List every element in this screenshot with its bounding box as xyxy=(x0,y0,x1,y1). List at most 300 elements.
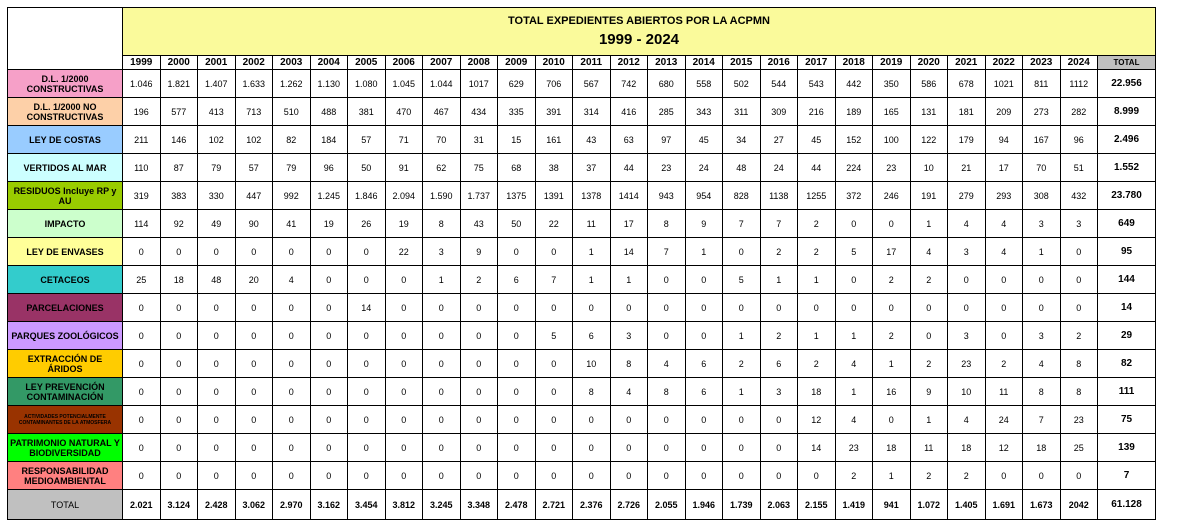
row-total: 8.999 xyxy=(1098,98,1156,126)
cell-value: 0 xyxy=(423,462,461,490)
cell-value: 14 xyxy=(610,238,648,266)
year-header-2003: 2003 xyxy=(273,56,311,70)
row-total: 1.552 xyxy=(1098,154,1156,182)
cell-value: 167 xyxy=(1023,126,1061,154)
cell-value: 0 xyxy=(723,462,761,490)
cell-value: 4 xyxy=(1023,350,1061,378)
cell-value: 14 xyxy=(348,294,386,322)
cell-value: 2 xyxy=(1060,322,1098,350)
cell-value: 0 xyxy=(910,322,948,350)
cell-value: 224 xyxy=(835,154,873,182)
year-total-value: 2.055 xyxy=(648,490,686,520)
cell-value: 0 xyxy=(648,406,686,434)
cell-value: 0 xyxy=(535,294,573,322)
cell-value: 181 xyxy=(948,98,986,126)
cell-value: 8 xyxy=(1060,350,1098,378)
row-label: LEY DE COSTAS xyxy=(8,126,123,154)
cell-value: 0 xyxy=(573,462,611,490)
cell-value: 4 xyxy=(835,406,873,434)
cell-value: 0 xyxy=(573,294,611,322)
expedientes-table xyxy=(7,7,1156,520)
cell-value: 18 xyxy=(160,266,198,294)
cell-value: 4 xyxy=(835,350,873,378)
cell-value: 447 xyxy=(235,182,273,210)
cell-value: 0 xyxy=(1023,266,1061,294)
cell-value: 350 xyxy=(873,70,911,98)
cell-value: 4 xyxy=(985,210,1023,238)
year-header-2024: 2024 xyxy=(1060,56,1098,70)
year-total-value: 3.245 xyxy=(423,490,461,520)
cell-value: 2 xyxy=(873,266,911,294)
cell-value: 26 xyxy=(348,210,386,238)
year-header-2019: 2019 xyxy=(873,56,911,70)
cell-value: 9 xyxy=(910,378,948,406)
row-label: RESIDUOS Incluye RP y AU xyxy=(8,182,123,210)
cell-value: 442 xyxy=(835,70,873,98)
cell-value: 0 xyxy=(460,294,498,322)
year-header-2007: 2007 xyxy=(423,56,461,70)
table-row xyxy=(8,434,1156,462)
cell-value: 4 xyxy=(610,378,648,406)
cell-value: 50 xyxy=(348,154,386,182)
cell-value: 0 xyxy=(385,350,423,378)
row-label: ACTIVIDADES POTENCIALMENTE CONTAMINANTES DE LA ATMOSFERA xyxy=(8,406,123,434)
row-label: RESPONSABILIDAD MEDIOAMBIENTAL xyxy=(8,462,123,490)
cell-value: 1 xyxy=(798,322,836,350)
cell-value: 20 xyxy=(235,266,273,294)
cell-value: 0 xyxy=(535,406,573,434)
cell-value: 110 xyxy=(123,154,161,182)
cell-value: 2 xyxy=(798,350,836,378)
year-total-value: 3.454 xyxy=(348,490,386,520)
cell-value: 2 xyxy=(910,462,948,490)
cell-value: 8 xyxy=(1060,378,1098,406)
row-total: 22.956 xyxy=(1098,70,1156,98)
row-label: PATRIMONIO NATURAL Y BIODIVERSIDAD xyxy=(8,434,123,462)
year-total-value: 2.376 xyxy=(573,490,611,520)
year-header-2009: 2009 xyxy=(498,56,536,70)
cell-value: 17 xyxy=(610,210,648,238)
cell-value: 18 xyxy=(948,434,986,462)
cell-value: 70 xyxy=(1023,154,1061,182)
cell-value: 0 xyxy=(985,266,1023,294)
cell-value: 0 xyxy=(273,406,311,434)
year-header-2018: 2018 xyxy=(835,56,873,70)
cell-value: 3 xyxy=(423,238,461,266)
cell-value: 4 xyxy=(948,210,986,238)
year-total-value: 3.124 xyxy=(160,490,198,520)
cell-value: 0 xyxy=(685,322,723,350)
cell-value: 0 xyxy=(235,350,273,378)
cell-value: 943 xyxy=(648,182,686,210)
cell-value: 0 xyxy=(910,294,948,322)
cell-value: 79 xyxy=(273,154,311,182)
year-total-value: 3.062 xyxy=(235,490,273,520)
cell-value: 11 xyxy=(910,434,948,462)
cell-value: 0 xyxy=(423,434,461,462)
cell-value: 0 xyxy=(123,350,161,378)
cell-value: 0 xyxy=(535,378,573,406)
cell-value: 161 xyxy=(535,126,573,154)
row-total: 649 xyxy=(1098,210,1156,238)
year-total-value: 2.155 xyxy=(798,490,836,520)
year-total-value: 1.405 xyxy=(948,490,986,520)
cell-value: 309 xyxy=(760,98,798,126)
cell-value: 10 xyxy=(573,350,611,378)
cell-value: 4 xyxy=(985,238,1023,266)
cell-value: 44 xyxy=(798,154,836,182)
cell-value: 100 xyxy=(873,126,911,154)
cell-value: 91 xyxy=(385,154,423,182)
cell-value: 0 xyxy=(610,406,648,434)
cell-value: 0 xyxy=(123,322,161,350)
cell-value: 0 xyxy=(198,462,236,490)
cell-value: 87 xyxy=(160,154,198,182)
year-header-2001: 2001 xyxy=(198,56,236,70)
cell-value: 57 xyxy=(348,126,386,154)
year-header-row xyxy=(8,56,1156,70)
year-total-value: 2.021 xyxy=(123,490,161,520)
cell-value: 706 xyxy=(535,70,573,98)
cell-value: 1 xyxy=(835,322,873,350)
year-header-1999: 1999 xyxy=(123,56,161,70)
cell-value: 18 xyxy=(1023,434,1061,462)
table-row xyxy=(8,70,1156,98)
cell-value: 90 xyxy=(235,210,273,238)
cell-value: 1.590 xyxy=(423,182,461,210)
row-label: EXTRACCIÓN DE ÁRIDOS xyxy=(8,350,123,378)
cell-value: 1021 xyxy=(985,70,1023,98)
cell-value: 62 xyxy=(423,154,461,182)
cell-value: 11 xyxy=(573,210,611,238)
cell-value: 1 xyxy=(1023,238,1061,266)
year-total-value: 2.063 xyxy=(760,490,798,520)
cell-value: 488 xyxy=(310,98,348,126)
cell-value: 0 xyxy=(498,294,536,322)
cell-value: 0 xyxy=(498,406,536,434)
cell-value: 38 xyxy=(535,154,573,182)
row-total: 7 xyxy=(1098,462,1156,490)
cell-value: 19 xyxy=(310,210,348,238)
cell-value: 7 xyxy=(723,210,761,238)
table-title: TOTAL EXPEDIENTES ABIERTOS POR LA ACPMN xyxy=(508,15,770,27)
cell-value: 0 xyxy=(723,406,761,434)
cell-value: 1 xyxy=(610,266,648,294)
table-row xyxy=(8,182,1156,210)
row-label: PARQUES ZOOLÓGICOS xyxy=(8,322,123,350)
cell-value: 3 xyxy=(948,322,986,350)
cell-value: 0 xyxy=(498,238,536,266)
cell-value: 8 xyxy=(573,378,611,406)
cell-value: 0 xyxy=(685,294,723,322)
cell-value: 0 xyxy=(385,266,423,294)
cell-value: 0 xyxy=(348,350,386,378)
cell-value: 742 xyxy=(610,70,648,98)
cell-value: 335 xyxy=(498,98,536,126)
cell-value: 0 xyxy=(235,406,273,434)
row-total: 111 xyxy=(1098,378,1156,406)
cell-value: 343 xyxy=(685,98,723,126)
cell-value: 567 xyxy=(573,70,611,98)
cell-value: 0 xyxy=(348,462,386,490)
cell-value: 50 xyxy=(498,210,536,238)
cell-value: 0 xyxy=(498,322,536,350)
cell-value: 68 xyxy=(498,154,536,182)
cell-value: 383 xyxy=(160,182,198,210)
cell-value: 510 xyxy=(273,98,311,126)
cell-value: 311 xyxy=(723,98,761,126)
cell-value: 8 xyxy=(423,210,461,238)
cell-value: 0 xyxy=(648,462,686,490)
cell-value: 0 xyxy=(460,322,498,350)
cell-value: 0 xyxy=(160,350,198,378)
cell-value: 0 xyxy=(348,434,386,462)
cell-value: 1255 xyxy=(798,182,836,210)
cell-value: 82 xyxy=(273,126,311,154)
cell-value: 502 xyxy=(723,70,761,98)
row-label: PARCELACIONES xyxy=(8,294,123,322)
cell-value: 0 xyxy=(423,350,461,378)
cell-value: 372 xyxy=(835,182,873,210)
cell-value: 0 xyxy=(310,266,348,294)
cell-value: 543 xyxy=(798,70,836,98)
cell-value: 0 xyxy=(535,462,573,490)
cell-value: 24 xyxy=(685,154,723,182)
cell-value: 828 xyxy=(723,182,761,210)
cell-value: 7 xyxy=(535,266,573,294)
cell-value: 1 xyxy=(873,462,911,490)
year-total-value: 1.946 xyxy=(685,490,723,520)
cell-value: 0 xyxy=(385,434,423,462)
cell-value: 413 xyxy=(198,98,236,126)
year-total-value: 2.721 xyxy=(535,490,573,520)
cell-value: 2.094 xyxy=(385,182,423,210)
total-header: TOTAL xyxy=(1098,56,1156,70)
year-header-2020: 2020 xyxy=(910,56,948,70)
cell-value: 10 xyxy=(948,378,986,406)
cell-value: 6 xyxy=(573,322,611,350)
cell-value: 0 xyxy=(573,434,611,462)
cell-value: 45 xyxy=(798,126,836,154)
cell-value: 0 xyxy=(160,434,198,462)
year-header-2015: 2015 xyxy=(723,56,761,70)
cell-value: 0 xyxy=(160,462,198,490)
cell-value: 432 xyxy=(1060,182,1098,210)
cell-value: 41 xyxy=(273,210,311,238)
year-header-2017: 2017 xyxy=(798,56,836,70)
cell-value: 1 xyxy=(760,266,798,294)
cell-value: 0 xyxy=(310,434,348,462)
cell-value: 0 xyxy=(273,350,311,378)
row-total: 82 xyxy=(1098,350,1156,378)
cell-value: 2 xyxy=(910,350,948,378)
cell-value: 4 xyxy=(273,266,311,294)
cell-value: 16 xyxy=(873,378,911,406)
cell-value: 23 xyxy=(835,434,873,462)
cell-value: 24 xyxy=(760,154,798,182)
cell-value: 8 xyxy=(648,378,686,406)
cell-value: 0 xyxy=(798,462,836,490)
cell-value: 8 xyxy=(1023,378,1061,406)
cell-value: 0 xyxy=(235,294,273,322)
cell-value: 3 xyxy=(1023,322,1061,350)
cell-value: 1 xyxy=(835,378,873,406)
cell-value: 0 xyxy=(1060,294,1098,322)
cell-value: 1414 xyxy=(610,182,648,210)
cell-value: 0 xyxy=(160,322,198,350)
cell-value: 184 xyxy=(310,126,348,154)
cell-value: 71 xyxy=(385,126,423,154)
cell-value: 0 xyxy=(123,294,161,322)
cell-value: 678 xyxy=(948,70,986,98)
cell-value: 0 xyxy=(235,462,273,490)
cell-value: 48 xyxy=(198,266,236,294)
cell-value: 713 xyxy=(235,98,273,126)
cell-value: 0 xyxy=(198,238,236,266)
cell-value: 179 xyxy=(948,126,986,154)
cell-value: 416 xyxy=(610,98,648,126)
cell-value: 285 xyxy=(648,98,686,126)
year-header-2002: 2002 xyxy=(235,56,273,70)
year-total-value: 1.072 xyxy=(910,490,948,520)
cell-value: 209 xyxy=(985,98,1023,126)
cell-value: 0 xyxy=(198,434,236,462)
cell-value: 146 xyxy=(160,126,198,154)
cell-value: 586 xyxy=(910,70,948,98)
cell-value: 122 xyxy=(910,126,948,154)
cell-value: 0 xyxy=(1023,462,1061,490)
cell-value: 0 xyxy=(235,378,273,406)
cell-value: 10 xyxy=(910,154,948,182)
cell-value: 0 xyxy=(1023,294,1061,322)
cell-value: 0 xyxy=(685,406,723,434)
cell-value: 5 xyxy=(535,322,573,350)
cell-value: 1.045 xyxy=(385,70,423,98)
cell-value: 0 xyxy=(198,378,236,406)
cell-value: 330 xyxy=(198,182,236,210)
cell-value: 4 xyxy=(910,238,948,266)
cell-value: 2 xyxy=(985,350,1023,378)
cell-value: 22 xyxy=(385,238,423,266)
cell-value: 165 xyxy=(873,98,911,126)
year-header-2004: 2004 xyxy=(310,56,348,70)
cell-value: 0 xyxy=(423,406,461,434)
cell-value: 0 xyxy=(385,462,423,490)
year-header-2012: 2012 xyxy=(610,56,648,70)
row-total: 139 xyxy=(1098,434,1156,462)
cell-value: 0 xyxy=(610,294,648,322)
cell-value: 96 xyxy=(310,154,348,182)
cell-value: 0 xyxy=(760,294,798,322)
cell-value: 45 xyxy=(685,126,723,154)
year-header-2011: 2011 xyxy=(573,56,611,70)
cell-value: 0 xyxy=(198,322,236,350)
cell-value: 1 xyxy=(723,378,761,406)
cell-value: 273 xyxy=(1023,98,1061,126)
cell-value: 0 xyxy=(423,294,461,322)
cell-value: 1391 xyxy=(535,182,573,210)
cell-value: 1 xyxy=(423,266,461,294)
cell-value: 0 xyxy=(460,462,498,490)
row-total: 14 xyxy=(1098,294,1156,322)
cell-value: 12 xyxy=(985,434,1023,462)
cell-value: 0 xyxy=(648,434,686,462)
cell-value: 0 xyxy=(198,350,236,378)
cell-value: 2 xyxy=(760,238,798,266)
cell-value: 23 xyxy=(873,154,911,182)
cell-value: 5 xyxy=(835,238,873,266)
year-header-2021: 2021 xyxy=(948,56,986,70)
cell-value: 0 xyxy=(460,406,498,434)
cell-value: 0 xyxy=(423,378,461,406)
cell-value: 0 xyxy=(948,294,986,322)
cell-value: 7 xyxy=(648,238,686,266)
table-row xyxy=(8,378,1156,406)
totals-row xyxy=(8,490,1156,520)
cell-value: 293 xyxy=(985,182,1023,210)
cell-value: 0 xyxy=(123,406,161,434)
year-header-2008: 2008 xyxy=(460,56,498,70)
cell-value: 17 xyxy=(873,238,911,266)
cell-value: 282 xyxy=(1060,98,1098,126)
cell-value: 0 xyxy=(385,322,423,350)
cell-value: 79 xyxy=(198,154,236,182)
cell-value: 0 xyxy=(985,462,1023,490)
year-total-value: 1.673 xyxy=(1023,490,1061,520)
year-header-2006: 2006 xyxy=(385,56,423,70)
cell-value: 0 xyxy=(348,378,386,406)
cell-value: 11 xyxy=(985,378,1023,406)
cell-value: 1.262 xyxy=(273,70,311,98)
cell-value: 0 xyxy=(610,462,648,490)
cell-value: 0 xyxy=(685,434,723,462)
cell-value: 34 xyxy=(723,126,761,154)
year-header-2023: 2023 xyxy=(1023,56,1061,70)
cell-value: 0 xyxy=(460,434,498,462)
grand-total: 61.128 xyxy=(1098,490,1156,520)
cell-value: 0 xyxy=(348,238,386,266)
cell-value: 0 xyxy=(423,322,461,350)
cell-value: 0 xyxy=(235,238,273,266)
cell-value: 1.245 xyxy=(310,182,348,210)
cell-value: 114 xyxy=(123,210,161,238)
cell-value: 0 xyxy=(723,238,761,266)
cell-value: 0 xyxy=(498,378,536,406)
year-total-value: 2.428 xyxy=(198,490,236,520)
cell-value: 44 xyxy=(610,154,648,182)
table-row xyxy=(8,406,1156,434)
cell-value: 0 xyxy=(160,294,198,322)
cell-value: 43 xyxy=(460,210,498,238)
cell-value: 0 xyxy=(460,350,498,378)
cell-value: 0 xyxy=(273,378,311,406)
cell-value: 1.080 xyxy=(348,70,386,98)
cell-value: 22 xyxy=(535,210,573,238)
cell-value: 94 xyxy=(985,126,1023,154)
year-total-value: 1.739 xyxy=(723,490,761,520)
cell-value: 0 xyxy=(498,350,536,378)
cell-value: 6 xyxy=(498,266,536,294)
table-row xyxy=(8,266,1156,294)
cell-value: 0 xyxy=(1060,462,1098,490)
cell-value: 0 xyxy=(160,238,198,266)
cell-value: 1.130 xyxy=(310,70,348,98)
cell-value: 27 xyxy=(760,126,798,154)
year-total-value: 3.812 xyxy=(385,490,423,520)
cell-value: 1.821 xyxy=(160,70,198,98)
cell-value: 992 xyxy=(273,182,311,210)
table-subtitle: 1999 - 2024 xyxy=(598,31,680,48)
